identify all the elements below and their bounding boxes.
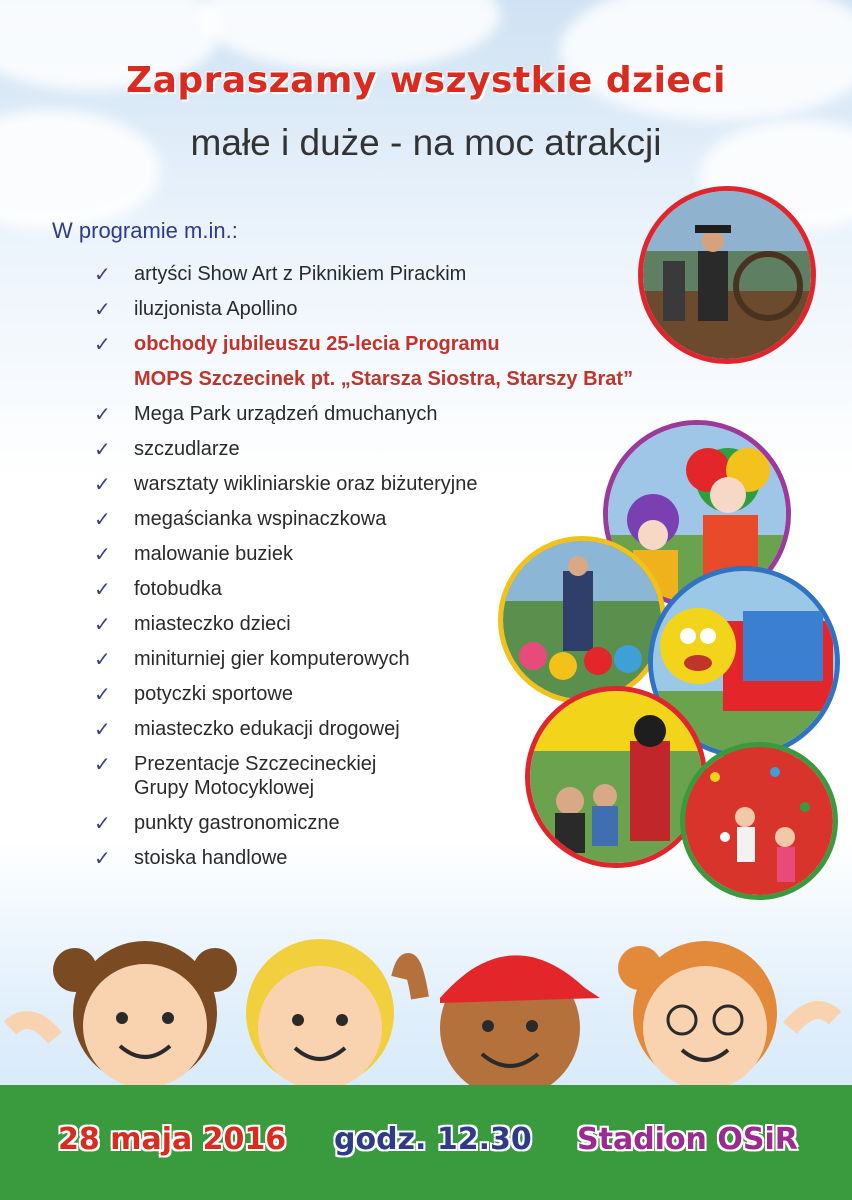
- list-item-text: MOPS Szczecinek pt. „Starsza Siostra, Starszy Brat”: [134, 368, 634, 390]
- list-item-text: artyści Show Art z Piknikiem Pirackim: [134, 263, 467, 285]
- list-item-text: warsztaty wikliniarskie oraz biżuteryjne: [134, 473, 478, 495]
- list-item-text: Mega Park urządzeń dmuchanych: [134, 403, 438, 425]
- face-painting-photo: [525, 686, 707, 868]
- list-item-text: malowanie buziek: [134, 543, 293, 565]
- pirates-photo: [638, 186, 816, 364]
- list-item-text: obchody jubileuszu 25-lecia Programu: [134, 333, 500, 355]
- check-icon: ✓: [94, 682, 111, 706]
- list-item-text: miasteczko edukacji drogowej: [134, 718, 400, 740]
- event-date: 28 maja 2016: [58, 1122, 287, 1157]
- list-item: [94, 297, 734, 321]
- check-icon: ✓: [94, 332, 111, 356]
- check-icon: ✓: [94, 577, 111, 601]
- list-item-text: stoiska handlowe: [134, 847, 288, 869]
- list-item-text: szczudlarze: [134, 438, 240, 460]
- event-time: godz. 12.30: [334, 1122, 532, 1157]
- check-icon: ✓: [94, 402, 111, 426]
- check-icon: ✓: [94, 507, 111, 531]
- title-subtitle: małe i duże - na moc atrakcji: [190, 122, 662, 163]
- list-item-text: potyczki sportowe: [134, 683, 293, 705]
- check-icon: ✓: [94, 542, 111, 566]
- list-item-text: fotobudka: [134, 578, 222, 600]
- climbing-wall-photo: [680, 742, 838, 900]
- check-icon: ✓: [94, 846, 111, 870]
- check-icon: ✓: [94, 717, 111, 741]
- list-item-highlight: [94, 332, 734, 391]
- check-icon: ✓: [94, 297, 111, 321]
- list-item-text: miasteczko dzieci: [134, 613, 291, 635]
- list-item-text: Grupy Motocyklowej: [134, 777, 315, 799]
- list-item-text: megaścianka wspinaczkowa: [134, 508, 387, 530]
- title-main: Zapraszamy wszystkie dzieci: [125, 60, 727, 101]
- cartoon-kids-illustration: [0, 918, 852, 1098]
- list-item-text: iluzjonista Apollino: [134, 298, 298, 320]
- children-group-photo: [498, 536, 666, 704]
- check-icon: ✓: [94, 262, 111, 286]
- check-icon: ✓: [94, 437, 111, 461]
- list-item-text: Prezentacje Szczecineckiej: [134, 753, 377, 775]
- list-item-text: punkty gastronomiczne: [134, 812, 340, 834]
- event-place: Stadion OSiR: [577, 1122, 798, 1157]
- list-item: [94, 402, 734, 426]
- check-icon: ✓: [94, 752, 111, 776]
- check-icon: ✓: [94, 612, 111, 636]
- check-icon: ✓: [94, 472, 111, 496]
- check-icon: ✓: [94, 811, 111, 835]
- check-icon: ✓: [94, 647, 111, 671]
- list-item-text: miniturniej gier komputerowych: [134, 648, 410, 670]
- program-intro: W programie m.in.:: [52, 218, 238, 243]
